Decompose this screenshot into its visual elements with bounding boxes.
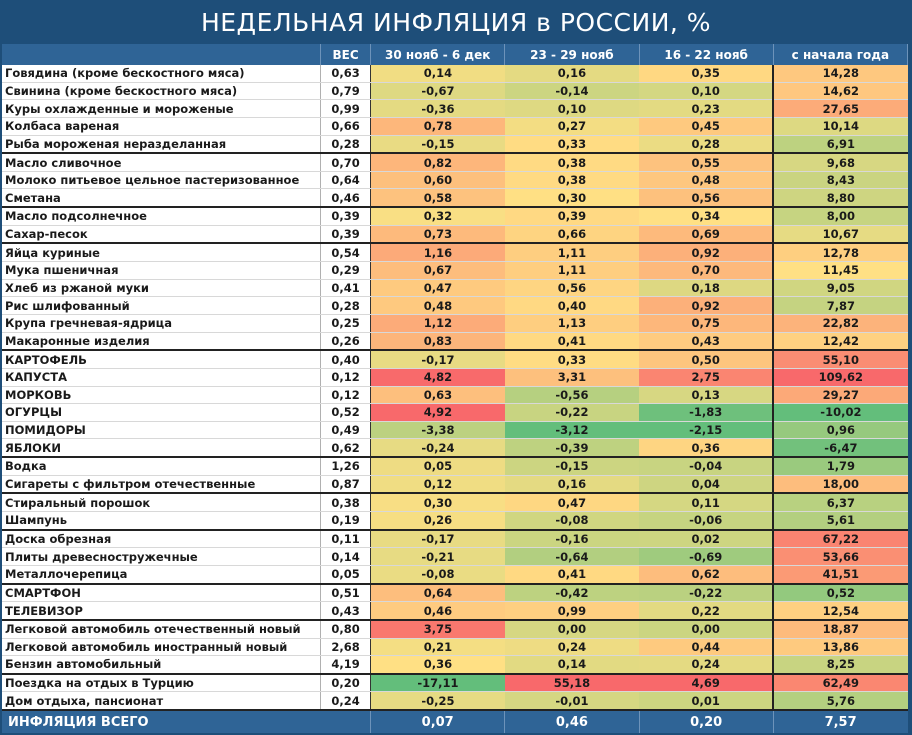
cell-week-1: 0,64 — [371, 584, 505, 602]
table-body — [2, 65, 908, 710]
row-weight: 0,99 — [321, 100, 371, 118]
row-label: Свинина (кроме бескостного мяса) — [2, 82, 321, 100]
cell-ytd: 5,61 — [773, 512, 907, 530]
cell-week-2: -0,14 — [505, 82, 639, 100]
table-row — [2, 189, 908, 207]
row-label: Масло сливочное — [2, 153, 321, 171]
cell-week-3: 0,44 — [639, 638, 773, 656]
row-weight: 0,46 — [321, 189, 371, 207]
row-weight: 0,19 — [321, 512, 371, 530]
cell-week-2: -0,56 — [505, 386, 639, 404]
table-row — [2, 638, 908, 656]
cell-ytd: 41,51 — [773, 565, 907, 583]
cell-week-1: 1,12 — [371, 314, 505, 332]
cell-week-2: -0,39 — [505, 439, 639, 457]
table-row — [2, 620, 908, 638]
row-label: Водка — [2, 457, 321, 475]
row-weight: 0,79 — [321, 82, 371, 100]
cell-week-1: 0,73 — [371, 225, 505, 243]
row-weight: 0,40 — [321, 350, 371, 368]
cell-ytd: 0,96 — [773, 421, 907, 439]
cell-week-3: 0,36 — [639, 439, 773, 457]
cell-week-2: 0,39 — [505, 207, 639, 225]
cell-week-1: -0,17 — [371, 350, 505, 368]
cell-week-1: -0,15 — [371, 135, 505, 153]
row-weight: 1,26 — [321, 457, 371, 475]
cell-week-3: 0,56 — [639, 189, 773, 207]
cell-week-2: -3,12 — [505, 421, 639, 439]
table-row — [2, 404, 908, 422]
table-row — [2, 602, 908, 620]
total-week-2: 0,46 — [505, 710, 639, 733]
cell-week-1: 0,63 — [371, 386, 505, 404]
row-weight: 0,63 — [321, 65, 371, 82]
cell-week-2: 0,99 — [505, 602, 639, 620]
row-weight: 0,39 — [321, 225, 371, 243]
cell-ytd: 12,78 — [773, 243, 907, 261]
row-weight: 0,20 — [321, 674, 371, 692]
header-weight: ВЕС — [321, 44, 371, 65]
row-label: Сметана — [2, 189, 321, 207]
row-weight: 0,24 — [321, 692, 371, 710]
cell-ytd: 18,87 — [773, 620, 907, 638]
page-title: НЕДЕЛЬНАЯ ИНФЛЯЦИЯ в РОССИИ, % — [200, 7, 712, 37]
cell-ytd: 11,45 — [773, 262, 907, 280]
table-row — [2, 493, 908, 511]
cell-week-3: 0,23 — [639, 100, 773, 118]
cell-week-2: 0,33 — [505, 135, 639, 153]
row-weight: 0,41 — [321, 279, 371, 297]
table-row — [2, 565, 908, 583]
cell-ytd: 67,22 — [773, 530, 907, 548]
cell-ytd: 7,87 — [773, 297, 907, 315]
table-row — [2, 439, 908, 457]
row-weight: 0,66 — [321, 117, 371, 135]
row-label: Шампунь — [2, 512, 321, 530]
cell-week-3: 0,34 — [639, 207, 773, 225]
row-label: МОРКОВЬ — [2, 386, 321, 404]
inflation-table-container — [2, 44, 910, 733]
row-label: Сахар-песок — [2, 225, 321, 243]
row-weight: 4,19 — [321, 656, 371, 674]
row-label: Сигареты с фильтром отечественные — [2, 475, 321, 493]
table-row — [2, 421, 908, 439]
row-label: Рыба мороженая неразделанная — [2, 135, 321, 153]
row-label: Хлеб из ржаной муки — [2, 279, 321, 297]
cell-ytd: 6,91 — [773, 135, 907, 153]
cell-week-3: 0,62 — [639, 565, 773, 583]
cell-week-2: 1,13 — [505, 314, 639, 332]
cell-week-3: 0,22 — [639, 602, 773, 620]
cell-week-1: -0,25 — [371, 692, 505, 710]
cell-week-3: 0,92 — [639, 243, 773, 261]
cell-week-2: 0,41 — [505, 565, 639, 583]
cell-week-1: 0,47 — [371, 279, 505, 297]
cell-week-3: 0,92 — [639, 297, 773, 315]
table-row — [2, 332, 908, 350]
row-label: Бензин автомобильный — [2, 656, 321, 674]
row-label: Мука пшеничная — [2, 262, 321, 280]
row-weight: 0,54 — [321, 243, 371, 261]
row-weight: 0,51 — [321, 584, 371, 602]
row-weight: 0,80 — [321, 620, 371, 638]
row-weight: 0,87 — [321, 475, 371, 493]
cell-ytd: 8,80 — [773, 189, 907, 207]
cell-week-2: 0,38 — [505, 171, 639, 189]
cell-week-1: -0,17 — [371, 530, 505, 548]
cell-week-2: 0,56 — [505, 279, 639, 297]
row-weight: 0,70 — [321, 153, 371, 171]
cell-week-1: 0,46 — [371, 602, 505, 620]
table-row — [2, 475, 908, 493]
cell-ytd: 12,42 — [773, 332, 907, 350]
cell-week-3: -1,83 — [639, 404, 773, 422]
row-label: Молоко питьевое цельное пастеризованное — [2, 171, 321, 189]
cell-week-1: -3,38 — [371, 421, 505, 439]
row-weight: 0,11 — [321, 530, 371, 548]
table-row — [2, 656, 908, 674]
row-weight: 0,39 — [321, 207, 371, 225]
cell-week-1: 0,05 — [371, 457, 505, 475]
cell-ytd: 8,43 — [773, 171, 907, 189]
cell-week-1: -0,08 — [371, 565, 505, 583]
cell-ytd: 53,66 — [773, 548, 907, 566]
cell-week-2: -0,01 — [505, 692, 639, 710]
total-label: ИНФЛЯЦИЯ ВСЕГО — [2, 710, 371, 733]
row-label: Металлочерепица — [2, 565, 321, 583]
cell-week-2: 0,14 — [505, 656, 639, 674]
cell-week-2: 0,16 — [505, 475, 639, 493]
cell-week-3: 0,10 — [639, 82, 773, 100]
table-row — [2, 243, 908, 261]
row-weight: 0,52 — [321, 404, 371, 422]
row-weight: 0,26 — [321, 332, 371, 350]
table-row — [2, 153, 908, 171]
cell-week-2: 0,10 — [505, 100, 639, 118]
cell-week-1: 3,75 — [371, 620, 505, 638]
cell-week-1: 0,82 — [371, 153, 505, 171]
cell-week-2: 0,33 — [505, 350, 639, 368]
row-label: ТЕЛЕВИЗОР — [2, 602, 321, 620]
total-week-3: 0,20 — [639, 710, 773, 733]
row-weight: 0,29 — [321, 262, 371, 280]
cell-week-2: 0,24 — [505, 638, 639, 656]
cell-ytd: -6,47 — [773, 439, 907, 457]
cell-week-3: 0,48 — [639, 171, 773, 189]
row-label: ЯБЛОКИ — [2, 439, 321, 457]
cell-week-3: 0,00 — [639, 620, 773, 638]
table-row — [2, 386, 908, 404]
row-weight: 0,62 — [321, 439, 371, 457]
table-row — [2, 584, 908, 602]
cell-week-1: 0,48 — [371, 297, 505, 315]
row-weight: 0,05 — [321, 565, 371, 583]
table-row — [2, 314, 908, 332]
cell-week-3: 0,11 — [639, 493, 773, 511]
cell-week-2: 0,40 — [505, 297, 639, 315]
cell-week-3: 0,69 — [639, 225, 773, 243]
cell-week-1: 0,32 — [371, 207, 505, 225]
table-row — [2, 279, 908, 297]
cell-ytd: -10,02 — [773, 404, 907, 422]
row-label: СМАРТФОН — [2, 584, 321, 602]
table-row — [2, 262, 908, 280]
cell-week-2: 0,30 — [505, 189, 639, 207]
cell-week-3: 0,13 — [639, 386, 773, 404]
cell-week-1: 4,92 — [371, 404, 505, 422]
cell-week-3: -0,69 — [639, 548, 773, 566]
row-weight: 0,28 — [321, 297, 371, 315]
header-ytd: с начала года — [773, 44, 907, 65]
table-row — [2, 368, 908, 386]
cell-ytd: 55,10 — [773, 350, 907, 368]
row-label: Доска обрезная — [2, 530, 321, 548]
row-label: Легковой автомобиль иностранный новый — [2, 638, 321, 656]
row-label: КАПУСТА — [2, 368, 321, 386]
cell-week-1: 0,36 — [371, 656, 505, 674]
row-weight: 0,25 — [321, 314, 371, 332]
cell-ytd: 62,49 — [773, 674, 907, 692]
cell-week-1: 1,16 — [371, 243, 505, 261]
table-header — [2, 44, 908, 65]
cell-week-3: 0,55 — [639, 153, 773, 171]
row-label: Яйца куриные — [2, 243, 321, 261]
row-label: Рис шлифованный — [2, 297, 321, 315]
cell-week-2: -0,15 — [505, 457, 639, 475]
table-row — [2, 674, 908, 692]
row-label: ОГУРЦЫ — [2, 404, 321, 422]
table-row — [2, 207, 908, 225]
cell-week-2: -0,08 — [505, 512, 639, 530]
cell-ytd: 29,27 — [773, 386, 907, 404]
cell-week-1: 0,30 — [371, 493, 505, 511]
cell-week-1: 0,14 — [371, 65, 505, 82]
total-week-1: 0,07 — [371, 710, 505, 733]
cell-week-3: -0,22 — [639, 584, 773, 602]
cell-ytd: 6,37 — [773, 493, 907, 511]
cell-ytd: 10,14 — [773, 117, 907, 135]
row-label: Крупа гречневая-ядрица — [2, 314, 321, 332]
cell-week-1: 0,60 — [371, 171, 505, 189]
cell-ytd: 14,28 — [773, 65, 907, 82]
row-label: ПОМИДОРЫ — [2, 421, 321, 439]
cell-week-3: 0,24 — [639, 656, 773, 674]
cell-week-3: 0,50 — [639, 350, 773, 368]
cell-week-3: 0,01 — [639, 692, 773, 710]
cell-week-3: 0,02 — [639, 530, 773, 548]
cell-ytd: 13,86 — [773, 638, 907, 656]
row-weight: 2,68 — [321, 638, 371, 656]
row-label: Дом отдыха, пансионат — [2, 692, 321, 710]
cell-week-1: -0,67 — [371, 82, 505, 100]
cell-week-3: 2,75 — [639, 368, 773, 386]
cell-week-2: 0,00 — [505, 620, 639, 638]
cell-week-3: 0,75 — [639, 314, 773, 332]
cell-week-1: 0,58 — [371, 189, 505, 207]
table-row — [2, 692, 908, 710]
cell-week-3: 0,43 — [639, 332, 773, 350]
header-name — [2, 44, 321, 65]
cell-ytd: 14,62 — [773, 82, 907, 100]
cell-ytd: 10,67 — [773, 225, 907, 243]
cell-ytd: 12,54 — [773, 602, 907, 620]
table-row — [2, 135, 908, 153]
cell-ytd: 9,68 — [773, 153, 907, 171]
table-row — [2, 171, 908, 189]
cell-week-1: 0,26 — [371, 512, 505, 530]
cell-week-1: -0,36 — [371, 100, 505, 118]
cell-week-1: -0,24 — [371, 439, 505, 457]
row-weight: 0,12 — [321, 368, 371, 386]
table-row — [2, 350, 908, 368]
cell-week-3: 0,70 — [639, 262, 773, 280]
table-row — [2, 100, 908, 118]
row-label: Макаронные изделия — [2, 332, 321, 350]
cell-ytd: 109,62 — [773, 368, 907, 386]
row-label: Куры охлажденные и мороженые — [2, 100, 321, 118]
cell-week-2: -0,42 — [505, 584, 639, 602]
table-row — [2, 225, 908, 243]
cell-week-3: 4,69 — [639, 674, 773, 692]
table-row — [2, 117, 908, 135]
header-week-2: 23 - 29 нояб — [505, 44, 639, 65]
table-row — [2, 548, 908, 566]
row-label: Масло подсолнечное — [2, 207, 321, 225]
cell-week-2: 1,11 — [505, 243, 639, 261]
table-row — [2, 530, 908, 548]
cell-week-3: 0,45 — [639, 117, 773, 135]
cell-ytd: 18,00 — [773, 475, 907, 493]
cell-week-1: -17,11 — [371, 674, 505, 692]
row-label: Легковой автомобиль отечественный новый — [2, 620, 321, 638]
cell-week-1: 0,83 — [371, 332, 505, 350]
cell-ytd: 0,52 — [773, 584, 907, 602]
header-week-1: 30 нояб - 6 дек — [371, 44, 505, 65]
row-label: Говядина (кроме бескостного мяса) — [2, 65, 321, 82]
cell-week-2: 55,18 — [505, 674, 639, 692]
row-label: Стиральный порошок — [2, 493, 321, 511]
cell-week-1: 0,21 — [371, 638, 505, 656]
cell-week-1: -0,21 — [371, 548, 505, 566]
table-row — [2, 82, 908, 100]
cell-week-1: 0,78 — [371, 117, 505, 135]
cell-week-2: 0,16 — [505, 65, 639, 82]
cell-week-3: -0,04 — [639, 457, 773, 475]
row-label: КАРТОФЕЛЬ — [2, 350, 321, 368]
cell-week-3: -0,06 — [639, 512, 773, 530]
cell-week-2: -0,64 — [505, 548, 639, 566]
row-weight: 0,12 — [321, 386, 371, 404]
cell-week-3: -2,15 — [639, 421, 773, 439]
cell-week-2: 0,27 — [505, 117, 639, 135]
table-row — [2, 457, 908, 475]
cell-ytd: 5,76 — [773, 692, 907, 710]
row-weight: 0,49 — [321, 421, 371, 439]
cell-week-1: 0,67 — [371, 262, 505, 280]
row-label: Поездка на отдых в Турцию — [2, 674, 321, 692]
cell-week-2: 0,38 — [505, 153, 639, 171]
cell-ytd: 8,00 — [773, 207, 907, 225]
cell-week-2: -0,16 — [505, 530, 639, 548]
cell-week-3: 0,35 — [639, 65, 773, 82]
cell-week-2: 1,11 — [505, 262, 639, 280]
cell-week-3: 0,28 — [639, 135, 773, 153]
table-row — [2, 297, 908, 315]
row-weight: 0,28 — [321, 135, 371, 153]
cell-week-1: 4,82 — [371, 368, 505, 386]
cell-week-2: 0,66 — [505, 225, 639, 243]
row-weight: 0,38 — [321, 493, 371, 511]
cell-ytd: 1,79 — [773, 457, 907, 475]
cell-week-2: -0,22 — [505, 404, 639, 422]
cell-week-2: 0,47 — [505, 493, 639, 511]
row-weight: 0,14 — [321, 548, 371, 566]
cell-week-3: 0,18 — [639, 279, 773, 297]
row-weight: 0,64 — [321, 171, 371, 189]
header-week-3: 16 - 22 нояб — [639, 44, 773, 65]
cell-ytd: 8,25 — [773, 656, 907, 674]
row-weight: 0,43 — [321, 602, 371, 620]
cell-week-1: 0,12 — [371, 475, 505, 493]
row-label: Плиты древесностружечные — [2, 548, 321, 566]
table-row — [2, 512, 908, 530]
cell-week-3: 0,04 — [639, 475, 773, 493]
table-footer — [2, 710, 908, 733]
inflation-table — [2, 44, 908, 733]
cell-week-2: 3,31 — [505, 368, 639, 386]
row-label: Колбаса вареная — [2, 117, 321, 135]
table-row — [2, 65, 908, 82]
total-ytd: 7,57 — [773, 710, 907, 733]
cell-ytd: 22,82 — [773, 314, 907, 332]
cell-week-2: 0,41 — [505, 332, 639, 350]
cell-ytd: 27,65 — [773, 100, 907, 118]
cell-ytd: 9,05 — [773, 279, 907, 297]
